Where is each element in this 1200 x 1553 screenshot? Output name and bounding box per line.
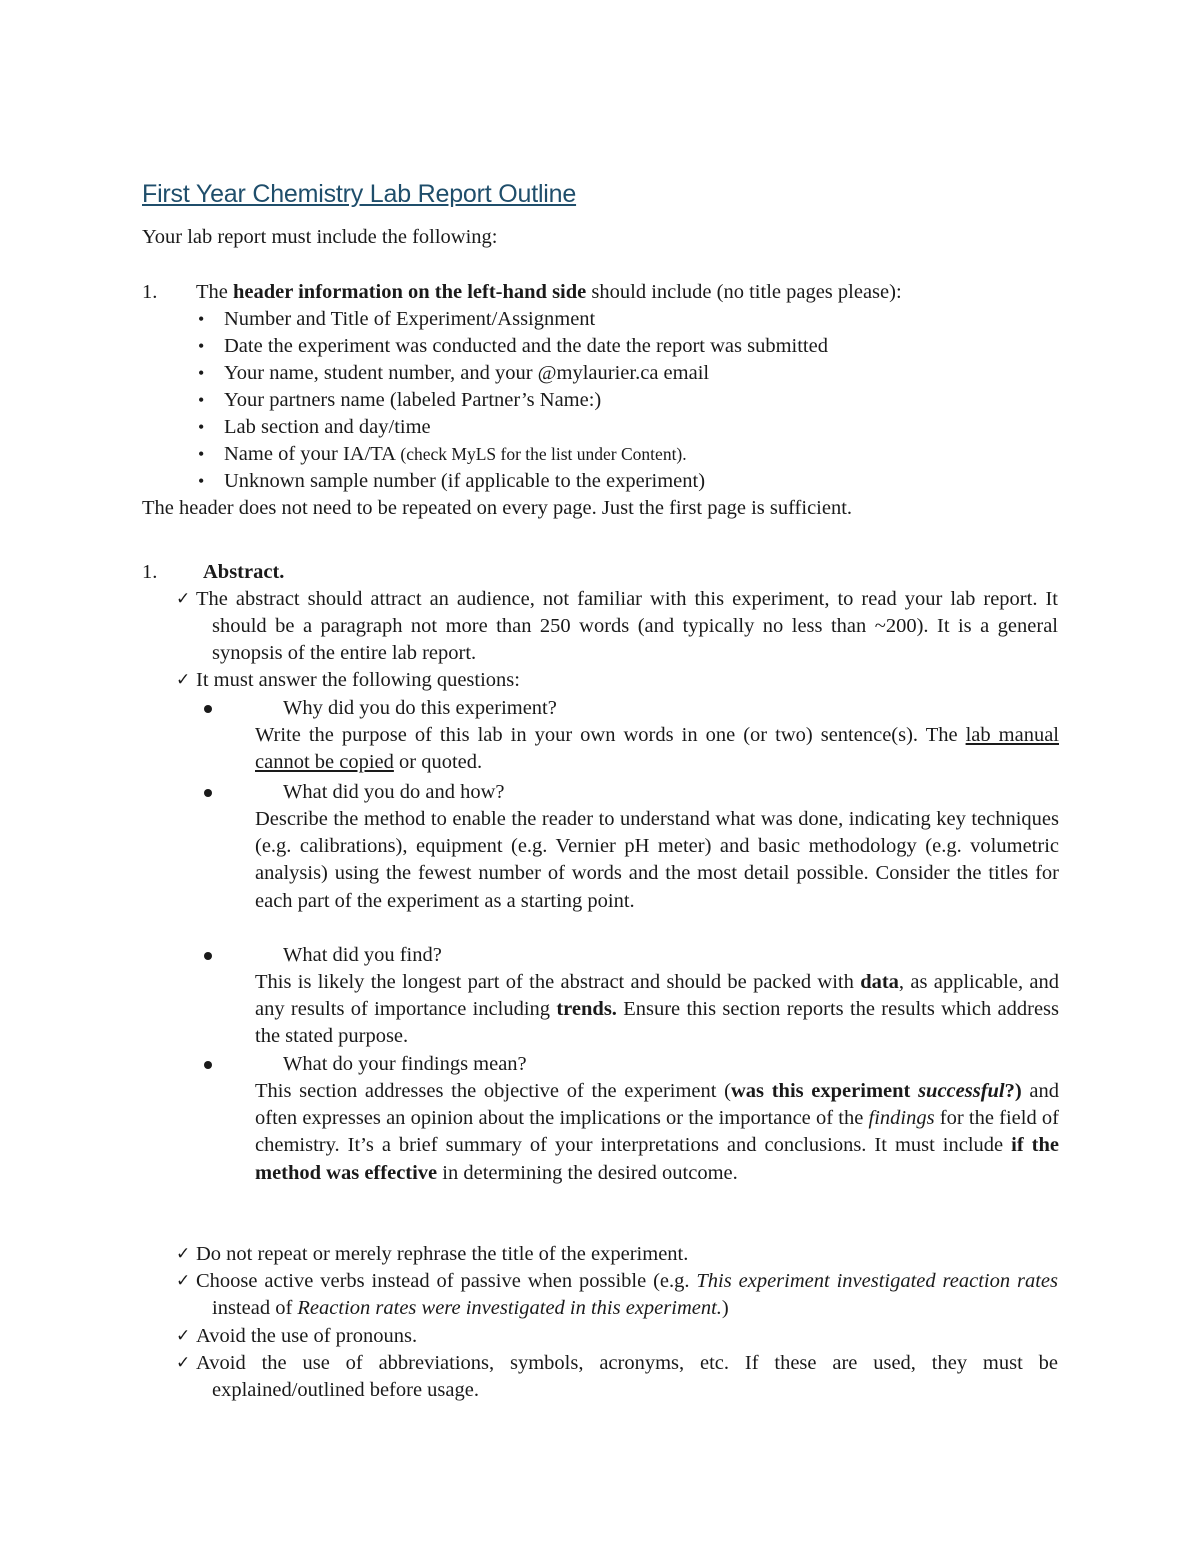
question-heading: What did you find?	[283, 944, 442, 966]
bullet-icon: •	[198, 363, 205, 383]
checkmark-icon: ✓	[176, 589, 191, 609]
list-item: Number and Title of Experiment/Assignment	[224, 308, 596, 330]
question-body: Write the purpose of this lab in your own words in one (or two) sentence(s). The lab manual cannot be copied or quoted.	[255, 724, 1059, 774]
checkmark-icon: ✓	[176, 1326, 191, 1346]
list-item: Date the experiment was conducted and the date the report was submitted	[224, 335, 828, 357]
section-heading: Abstract.	[203, 561, 285, 583]
abstract-guideline: Choose active verbs instead of passive when possible (e.g. This experiment investigated reaction rates instead of Reaction rates were investigated in this experiment.)	[196, 1270, 1058, 1320]
checkmark-icon: ✓	[176, 1353, 191, 1373]
abstract-guideline: Avoid the use of abbreviations, symbols, acronyms, etc. If these are used, they must be explained/outlined before usage.	[196, 1352, 1058, 1402]
bullet-icon: •	[198, 417, 205, 437]
checkmark-icon: ✓	[176, 1271, 191, 1291]
bullet-dot-icon	[204, 705, 212, 713]
bullet-icon: •	[198, 471, 205, 491]
checkmark-icon: ✓	[176, 670, 191, 690]
list-item: Unknown sample number (if applicable to the experiment)	[224, 470, 706, 492]
abstract-guideline: It must answer the following questions:	[196, 669, 520, 691]
question-heading: What do your findings mean?	[283, 1053, 527, 1075]
bullet-dot-icon	[204, 1061, 212, 1069]
section1-intro: The header information on the left-hand side should include (no title pages please):	[196, 281, 902, 303]
list-item: Name of your IA/TA (check MyLS for the list under Content).	[224, 443, 687, 465]
abstract-guideline: Do not repeat or merely rephrase the title of the experiment.	[196, 1243, 689, 1265]
question-body: This is likely the longest part of the abstract and should be packed with data, as applicable, and any results of importance including trends. Ensure this section reports the results which address the stated purpose.	[255, 971, 1060, 1048]
bullet-dot-icon	[204, 789, 212, 797]
bullet-icon: •	[198, 336, 205, 356]
list-item: Your partners name (labeled Partner’s Name:)	[224, 389, 602, 411]
question-body: This section addresses the objective of the experiment (was this experiment successful?) and often expresses an opinion about the implications or the importance of the findings for the field of chemistry. It’s a brief summary of your interpretations and conclusions. It must include if the method was effective in determining the desired outcome.	[255, 1080, 1060, 1184]
bullet-icon: •	[198, 444, 205, 464]
header-note: The header does not need to be repeated on every page. Just the first page is sufficient.	[142, 497, 853, 519]
page-title: First Year Chemistry Lab Report Outline	[142, 180, 577, 208]
question-heading: Why did you do this experiment?	[283, 697, 557, 719]
list-item: Your name, student number, and your @mylaurier.ca email	[224, 362, 710, 384]
checkmark-icon: ✓	[176, 1244, 191, 1264]
section2-number: 1.	[142, 561, 158, 583]
abstract-guideline: The abstract should attract an audience, not familiar with this experiment, to read your lab report. It should be a paragraph not more than 250 words (and typically no less than ~200). It is a general synopsis of the entire lab report.	[196, 588, 1058, 665]
list-item: Lab section and day/time	[224, 416, 431, 438]
section1-number: 1.	[142, 281, 158, 303]
intro-text: Your lab report must include the following:	[142, 226, 498, 248]
bullet-icon: •	[198, 309, 205, 329]
abstract-guideline: Avoid the use of pronouns.	[196, 1325, 418, 1347]
question-body: Describe the method to enable the reader to understand what was done, indicating key techniques (e.g. calibrations), equipment (e.g. Vernier pH meter) and basic methodology (e.g. volumetric analysis) using the fewest number of words and the most detail possible. Consider the titles for each part of the experiment as a starting point.	[255, 808, 1059, 912]
bullet-dot-icon	[204, 952, 212, 960]
question-heading: What did you do and how?	[283, 781, 505, 803]
bullet-icon: •	[198, 390, 205, 410]
